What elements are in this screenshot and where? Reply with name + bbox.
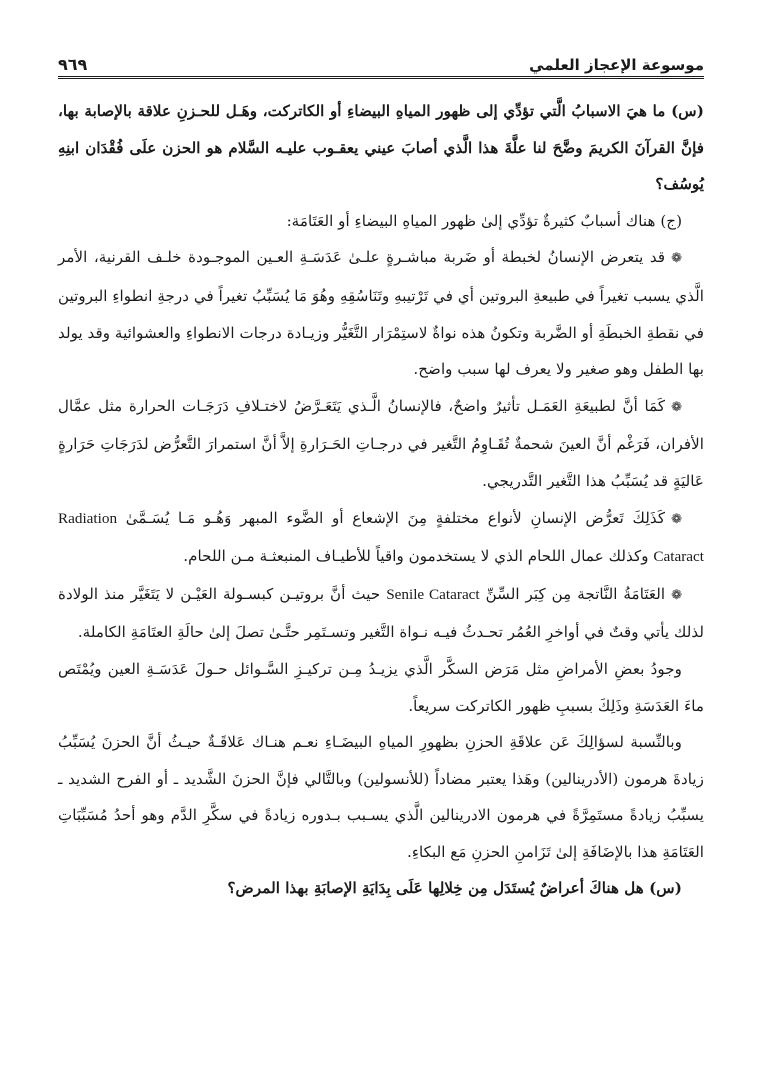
flower-bullet-icon: ❁ <box>671 399 682 415</box>
flower-bullet-icon: ❁ <box>671 587 682 603</box>
question-paragraph: (س) ما هيَ الاسبابُ الَّتي تؤدِّي إلى ظهور المياهِ البيضاءِ أو الكاتركت، وهَـل للحـزنِ علاقة بالإصابة بها، فإنَّ القرآنَ الكريمَ وضَّحَ لنا علَّةَ هذا الَّذي أصابَ عيني يعقـوب عليـه السَّلام هو الحزن علَى فُقْدَان ابنِهِ يُوسُف؟ <box>58 102 704 194</box>
page-body <box>58 93 704 907</box>
latin-term: Senile Cataract <box>386 585 480 603</box>
page-header <box>58 48 704 79</box>
body-paragraph: وجودُ بعضِ الأمراضِ مثل مَرَض السكَّر الَّذي يزيـدُ مِـن تركيـزِ السَّـوائل حـولَ عَدَسَـةِ العين ويُمْتَص ماءَ العَدَسَةِ وذَلِكَ بسببِ ظهور الكاتركت سريعاً. <box>58 659 704 715</box>
answer-intro: (ج) هناك أسبابٌ كثيرةٌ تؤدِّي إلىٰ ظهور المياهِ البيضاءِ أو العَتَامَة: <box>286 211 682 230</box>
encyclopedia-title: موسوعة الإعجاز العلمي <box>529 56 704 74</box>
question-paragraph: (س) هل هناكَ أعراضٌ يُستَدَل مِن خِلالِها عَلَى بِدَايَةِ الإصابَةِ بهذا المرض؟ <box>227 879 682 898</box>
page-number: ٩٦٩ <box>58 55 88 74</box>
body-paragraph: وبالنِّسبة لسؤالِكَ عَن علاقَةِ الحزنِ بظهورِ المياهِ البيضَـاءِ نعـم هنـاك عَلاقَـةٌ حيـثُ أنَّ الحزنَ يُسَبِّبُ زيادةَ هرمون (الأدرينالين) وهَذا يعتبر مضاداً (للأنسولين) وبالتَّالي فإنَّ الحزنَ الشَّديد ـ أو الفرح الشديد ـ يسبِّبُ زيادةً مستَمِرَّةً في هرمون الادرينالين الَّذي يسـبب بـدوره زيادةً في سكَّرِ الدَّم وهو أحدُ مُسَبِّبَاتِ العَتَامَةِ هذا بالإضَافَةِ إلىٰ تَزَامنِ الحزنِ مَع البكاءِ. <box>58 733 704 861</box>
bullet-paragraph: ❁كَمَا أنَّ لطبيعَةِ العَمَـل تأثيرٌ واضحٌ، فالإنسانُ الَّـذي يَتَعَـرَّضُ لاختـلافِ دَرَجَـات الحرارة مثل عمَّال الأفران، فَرَغْم أنَّ العينَ شحمةٌ تُقَـاوِمُ التَّغير في درجـاتِ الحَـرَارةِ إلاَّ أنَّ استمرارَ التَّعرُّض لدَرَجَاتِ حَرَارةٍ عَاليَةٍ قد يُسَبِّبُ هذا التَّغير التَّدريجي. <box>58 396 704 490</box>
flower-bullet-icon: ❁ <box>671 251 682 267</box>
bullet-paragraph: ❁كَذَلِكَ تَعرُّض الإنسانِ لأنواع مختلفةٍ مِنَ الإشعاع أو الضَّوء المبهر وَهُـو مَـا يُسَـمَّىٰ Radiation Cataract وكذلك عمال اللحام الذي لا يستخدمون واقياً للأطيـاف المنبعثـة مـن اللحام. <box>58 508 704 566</box>
latin-term: Radiation Cataract <box>58 509 704 566</box>
flower-bullet-icon: ❁ <box>671 511 682 527</box>
bullet-paragraph: ❁العَتَامَةُ النَّاتجة مِن كِبَر السِّنِّ Senile Cataract حيث أنَّ بروتيـن كبسـولة العَيْـن لا يَتَغَيَّر منذ الولادة لذلك يأتي وقتٌ في أواخرِ العُمُر تحـدثُ فيـه نـواة التَّغير وتسـتَمِر حتَّـىٰ تصلَ إلىٰ حالَةِ العتَامَةِ الكاملة. <box>58 584 704 642</box>
bullet-paragraph: ❁قد يتعرض الإنسانُ لخبطة أو ضَربة مباشـرةٍ علـىٰ عَدَسَـةِ العـين الموجـودة خلـف القرنية، الأمر الَّذي يسبب تغيراً في طبيعةِ البروتين أي في تَرْتيبهِ وتَنَاسُقِهِ وهُوَ مَا يُسَبِّبُ تغيراً في درجةِ انطواءِ البروتين في نقطةِ الخبطَةِ أو الضَّربة وتكونُ هذه نواةٌ لاستِمْرَار التَّغَيُّر وزيـادة درجات الانطواءِ والعشوائية وقد يولد بها الطفل وهو صغير ولا يعرف لها سبب واضح. <box>58 248 704 379</box>
